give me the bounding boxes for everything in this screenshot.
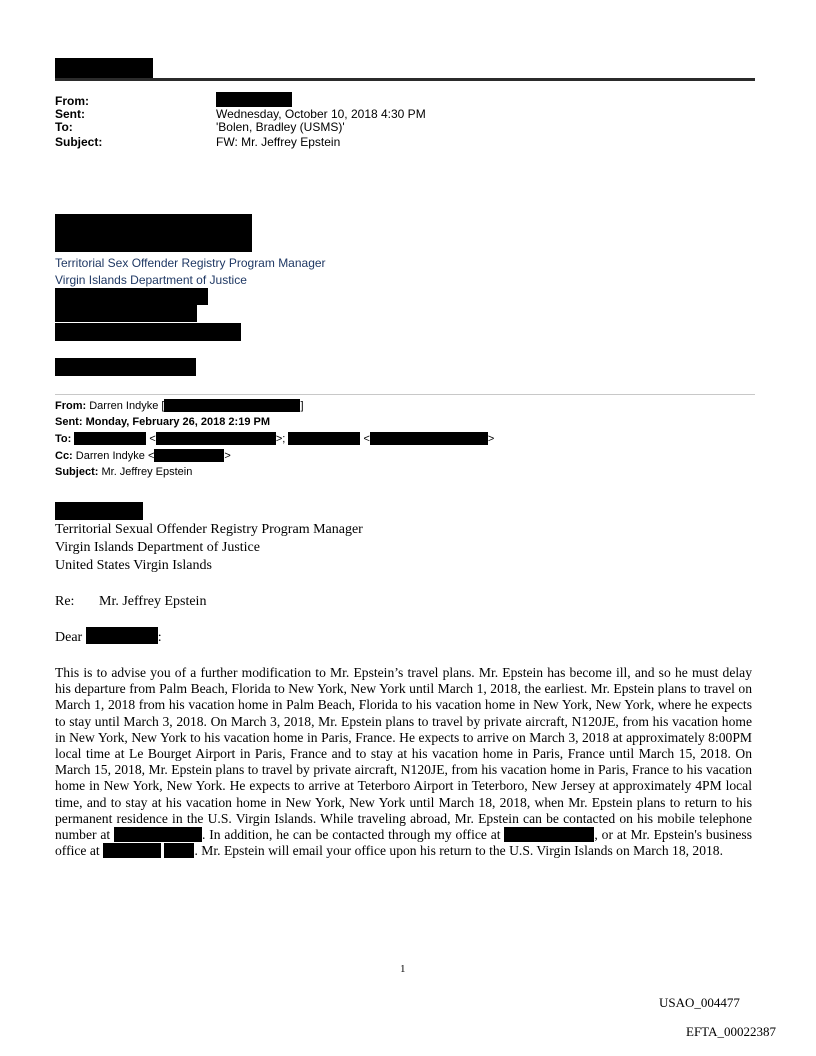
fwd-from-line [55, 399, 304, 413]
office-phone-redaction [504, 827, 594, 842]
body-text-2: . In addition, he can be contacted through my office at [202, 827, 501, 843]
page-number: 1 [400, 963, 406, 975]
re-text: Mr. Jeffrey Epstein [99, 594, 207, 609]
to-value: 'Bolen, Bradley (USMS)' [216, 120, 345, 134]
subject-label: Subject: [55, 135, 103, 149]
signature-redaction-1 [55, 288, 208, 305]
fwd-cc-redaction [154, 449, 224, 462]
fwd-to-open-1: < [149, 433, 156, 445]
signature-redaction-2 [55, 305, 197, 322]
redaction-block [55, 58, 153, 80]
fwd-from-name: Darren Indyke [ [89, 400, 165, 412]
fwd-sent-line [55, 416, 270, 429]
fwd-cc-label: Cc: [55, 450, 73, 462]
fwd-to-open-2: < [363, 433, 370, 445]
fwd-to-redaction-3 [288, 432, 360, 445]
signature-redaction-4 [55, 358, 196, 376]
signature-department: Virgin Islands Department of Justice [55, 273, 247, 287]
business-office-redaction-1 [103, 843, 161, 858]
recipient-name-redaction [55, 502, 143, 520]
recipient-title: Territorial Sexual Offender Registry Program Manager [55, 522, 363, 537]
fwd-cc-line [55, 449, 231, 463]
signature-title: Territorial Sex Offender Registry Program Manager [55, 256, 326, 270]
subject-value: FW: Mr. Jeffrey Epstein [216, 135, 341, 149]
fwd-subject-value: Mr. Jeffrey Epstein [101, 466, 193, 478]
fwd-to-redaction-1 [74, 432, 146, 445]
fwd-sent-value: Monday, February 26, 2018 2:19 PM [85, 416, 270, 428]
body-text-3: , or at Mr. Epstein's business office at [55, 827, 752, 859]
recipient-location: United States Virgin Islands [55, 558, 212, 573]
body-text-1: This is to advise you of a further modification to Mr. Epstein’s travel plans. Mr. Epstein has become ill, and so he must delay his departure from Palm Beach, Florida to New York, New York until March 1, 2018, the earliest. Mr. Epstein plans to travel on March 1, 2018 from his vacation home in Palm Beach, Florida to his vacation home in New York, New York, where he expects to stay until March 3, 2018. On March 3, 2018, Mr. Epstein plans to travel by private aircraft, N120JE, from his vacation home in New York, New York to his vacation home in Paris, France. He expects to arrive on March 3, 2018 at approximately 8:00PM local time at Le Bourget Airport in Paris, France and to stay at his vacation home in Paris, France until March 15, 2018. On March 15, 2018, Mr. Epstein plans to travel by private aircraft, N120JE, from his vacation home in Paris, France to his vacation home in New York, New York. He expects to arrive at Teterboro Airport in Teterboro, New Jersey at approximately 4PM local time, and to stay at his vacation home in New York, New York until March 18, 2018, when Mr. Epstein plans to return to his permanent residence in the U.S. Virgin Islands. While traveling abroad, Mr. Epstein can be contacted on his mobile telephone number at [55, 665, 752, 843]
salutation-end: : [157, 630, 162, 645]
header-rule [55, 78, 755, 81]
salutation-line [55, 627, 162, 647]
sent-value: Wednesday, October 10, 2018 4:30 PM [216, 107, 426, 121]
fwd-to-redaction-2 [156, 432, 276, 445]
fwd-to-redaction-4 [370, 432, 488, 445]
salutation-name-redaction [86, 627, 158, 644]
from-label: From: [55, 94, 89, 108]
fwd-cc-value: Darren Indyke < [75, 450, 155, 462]
sent-label: Sent: [55, 107, 85, 121]
fwd-sent-label: Sent: [55, 416, 83, 428]
fwd-cc-close: > [224, 450, 231, 462]
re-label: Re: [55, 594, 75, 609]
fwd-subject-label: Subject: [55, 466, 99, 478]
signature-name-redaction [55, 214, 252, 252]
bates-usao: USAO_004477 [659, 995, 740, 1010]
signature-redaction-3 [55, 323, 241, 341]
recipient-department: Virgin Islands Department of Justice [55, 540, 260, 555]
fwd-to-line [55, 432, 494, 446]
body-paragraph [55, 665, 752, 859]
separator-rule [55, 394, 755, 395]
bates-efta: EFTA_00022387 [686, 1024, 776, 1039]
fwd-from-close: ] [300, 400, 304, 412]
fwd-to-close: > [487, 433, 495, 445]
fwd-to-label: To: [55, 433, 72, 445]
body-text-4: . Mr. Epstein will email your office upon his return to the U.S. Virgin Islands on March 18, 2018. [194, 843, 724, 859]
fwd-to-sep: >; [275, 433, 286, 445]
business-office-redaction-2 [164, 843, 194, 858]
salutation: Dear [55, 630, 83, 645]
fwd-from-label: From: [55, 400, 87, 412]
to-label: To: [55, 120, 73, 134]
from-redaction [216, 92, 292, 107]
fwd-from-email-redaction [164, 399, 300, 412]
phone-redaction [114, 827, 202, 842]
fwd-subject-line [55, 466, 192, 479]
